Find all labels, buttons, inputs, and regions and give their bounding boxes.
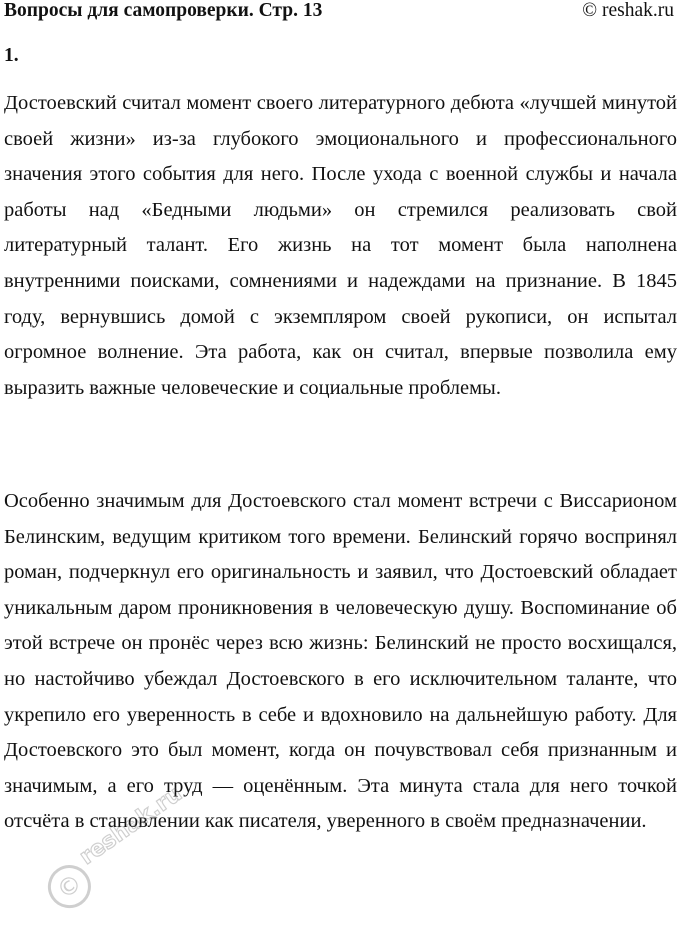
copyright-source: © reshak.ru xyxy=(582,0,674,21)
page-title: Вопросы для самопроверки. Стр. 13 xyxy=(4,0,323,21)
page-header xyxy=(4,0,674,26)
watermark-text: reshak.ru xyxy=(75,781,187,871)
question-number: 1. xyxy=(4,45,19,66)
watermark-symbol: © xyxy=(51,868,88,905)
answer-paragraph: Особенно значимым для Достоевского стал момент встречи с Виссарионом Белинским, ведущим критиком того времени. Белинский горячо воспринял роман, подчеркнул его оригинальность и заявил, что Достоевский обладает уникальным даром проникновения в человеческую душу. Воспоминание об этой встрече он пронёс через всю жизнь: Белинский не просто восхищался, но настойчиво убеждал Достоевского в его исключительном таланте, что укрепило его уверенность в себе и вдохновило на дальнейшую работу. Для Достоевского это был момент, когда он почувствовал себя признанным и значимым, а его труд — оценённым. Эта минута стала для него точкой отсчёта в становлении как писателя, уверенного в своём предназначении. xyxy=(4,490,677,833)
answer-paragraph: Достоевский считал момент своего литературного дебюта «лучшей минутой своей жизни» из-за глубокого эмоционального и профессионального значения этого события для него. После ухода с военной службы и начала работы над «Бедными людьми» он стремился реализовать свой литературный талант. Его жизнь на тот момент была наполнена внутренними поисками, сомнениями и надеждами на признание. В 1845 году, вернувшись домой с экземпляром своей рукописи, он испытал огромное волнение. Эта работа, как он считал, впервые позволила ему выразить важные человеческие и социальные проблемы. xyxy=(4,92,677,399)
